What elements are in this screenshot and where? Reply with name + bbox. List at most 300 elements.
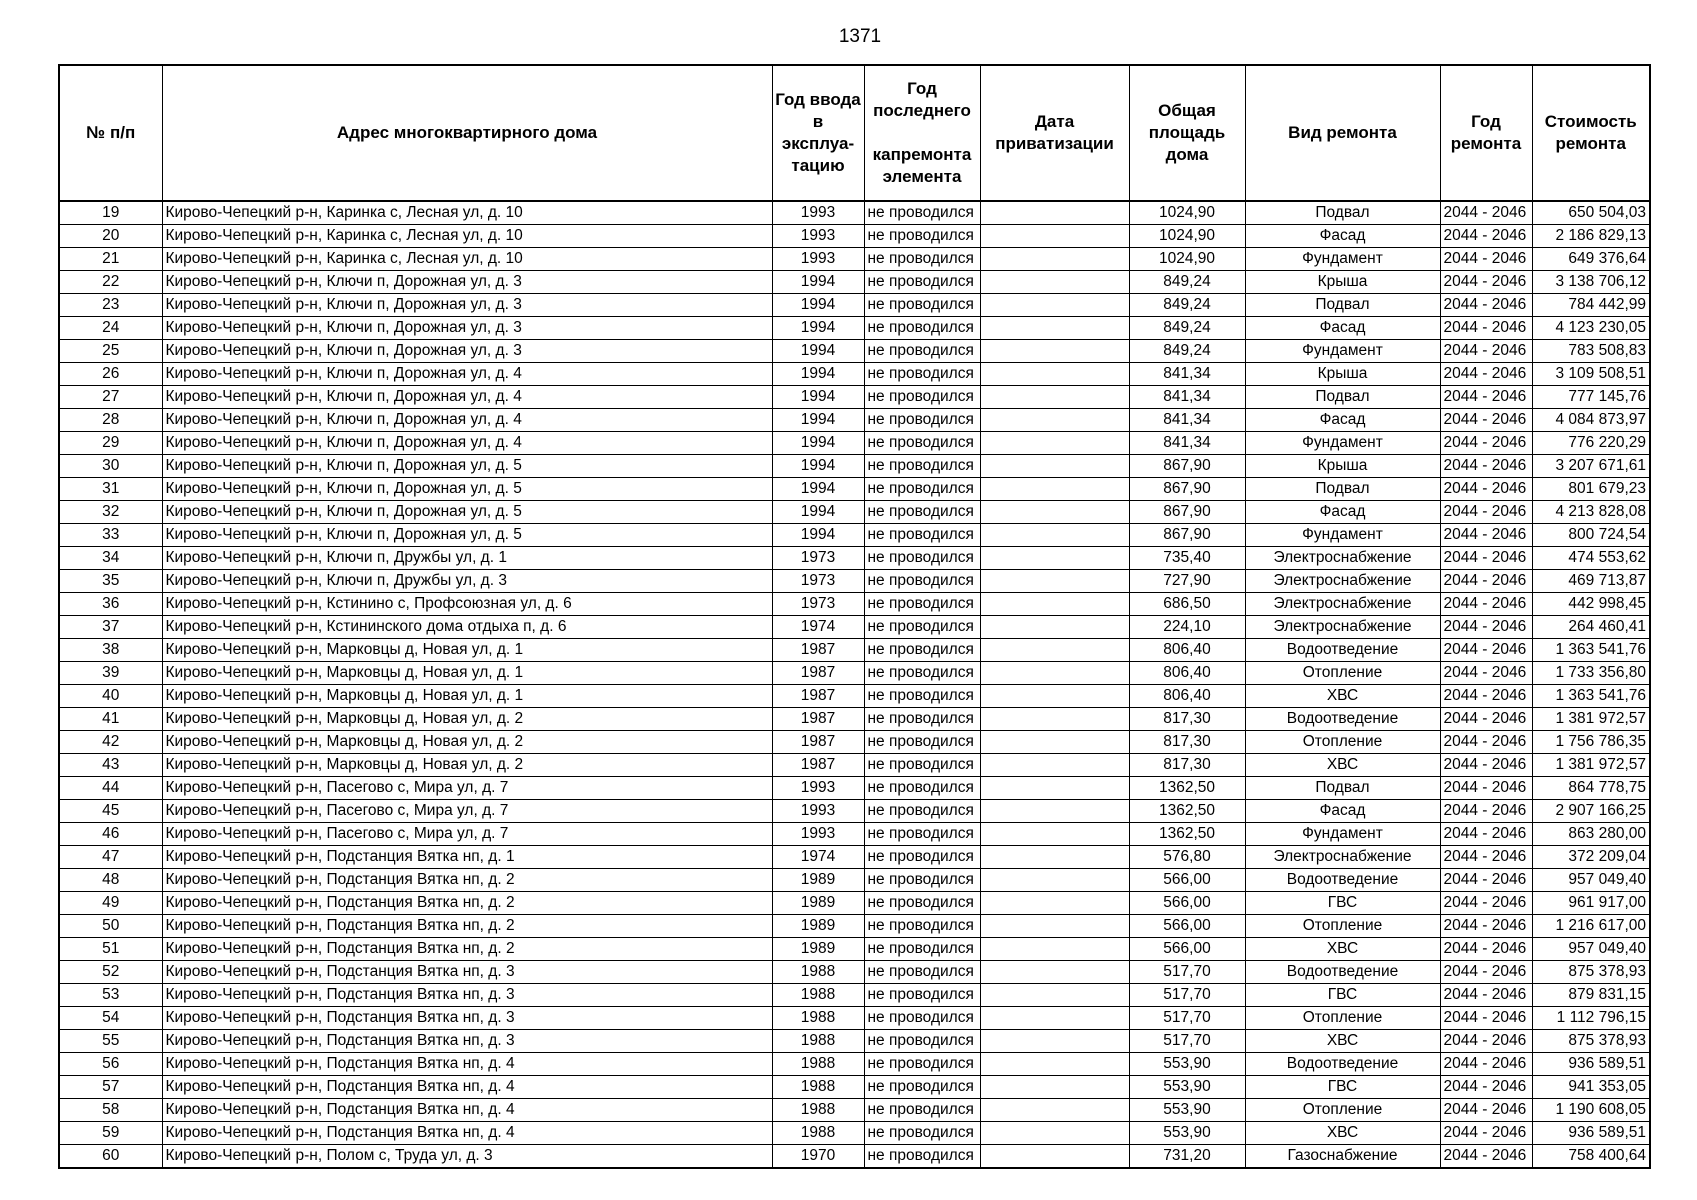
- cell-num: 28: [59, 409, 162, 432]
- table-row: [59, 777, 1650, 800]
- cell-repair-type: Крыша: [1245, 271, 1440, 294]
- cell-repair-type: Газоснабжение: [1245, 1145, 1440, 1169]
- cell-last-repair: не проводился: [864, 662, 980, 685]
- cell-year-commissioned: 1988: [772, 1053, 864, 1076]
- cell-year-commissioned: 1988: [772, 1099, 864, 1122]
- cell-privatization: [980, 685, 1129, 708]
- cell-repair-type: ХВС: [1245, 938, 1440, 961]
- cell-repair-period: 2044 - 2046: [1440, 386, 1532, 409]
- cell-num: 57: [59, 1076, 162, 1099]
- cell-repair-period: 2044 - 2046: [1440, 846, 1532, 869]
- cell-repair-period: 2044 - 2046: [1440, 593, 1532, 616]
- cell-cost: 777 145,76: [1532, 386, 1650, 409]
- cell-area: 806,40: [1129, 662, 1245, 685]
- cell-num: 53: [59, 984, 162, 1007]
- cell-repair-type: Подвал: [1245, 294, 1440, 317]
- cell-address: Кирово-Чепецкий р-н, Ключи п, Дорожная ул, д. 4: [162, 409, 772, 432]
- table-row: [59, 409, 1650, 432]
- cell-address: Кирово-Чепецкий р-н, Кстининского дома отдыха п, д. 6: [162, 616, 772, 639]
- cell-repair-period: 2044 - 2046: [1440, 961, 1532, 984]
- cell-address: Кирово-Чепецкий р-н, Ключи п, Дорожная ул, д. 4: [162, 386, 772, 409]
- cell-cost: 4 084 873,97: [1532, 409, 1650, 432]
- cell-address: Кирово-Чепецкий р-н, Ключи п, Дорожная ул, д. 3: [162, 271, 772, 294]
- cell-repair-type: Фундамент: [1245, 432, 1440, 455]
- cell-area: 817,30: [1129, 754, 1245, 777]
- cell-year-commissioned: 1993: [772, 823, 864, 846]
- cell-repair-period: 2044 - 2046: [1440, 869, 1532, 892]
- cell-num: 32: [59, 501, 162, 524]
- cell-cost: 941 353,05: [1532, 1076, 1650, 1099]
- cell-year-commissioned: 1974: [772, 846, 864, 869]
- cell-num: 46: [59, 823, 162, 846]
- cell-year-commissioned: 1993: [772, 201, 864, 225]
- cell-repair-period: 2044 - 2046: [1440, 639, 1532, 662]
- cell-last-repair: не проводился: [864, 409, 980, 432]
- cell-cost: 474 553,62: [1532, 547, 1650, 570]
- cell-last-repair: не проводился: [864, 294, 980, 317]
- table-row: [59, 731, 1650, 754]
- cell-address: Кирово-Чепецкий р-н, Ключи п, Дорожная ул, д. 5: [162, 455, 772, 478]
- cell-privatization: [980, 501, 1129, 524]
- cell-area: 806,40: [1129, 639, 1245, 662]
- cell-area: 867,90: [1129, 478, 1245, 501]
- repair-schedule-table: [58, 64, 1651, 1169]
- cell-privatization: [980, 547, 1129, 570]
- table-row: [59, 386, 1650, 409]
- cell-year-commissioned: 1989: [772, 869, 864, 892]
- cell-area: 553,90: [1129, 1099, 1245, 1122]
- cell-area: 1024,90: [1129, 201, 1245, 225]
- cell-address: Кирово-Чепецкий р-н, Марковцы д, Новая ул, д. 1: [162, 662, 772, 685]
- cell-address: Кирово-Чепецкий р-н, Кстинино с, Профсоюзная ул, д. 6: [162, 593, 772, 616]
- table-row: [59, 201, 1650, 225]
- cell-year-commissioned: 1994: [772, 271, 864, 294]
- cell-cost: 1 363 541,76: [1532, 639, 1650, 662]
- cell-cost: 863 280,00: [1532, 823, 1650, 846]
- cell-privatization: [980, 478, 1129, 501]
- cell-last-repair: не проводился: [864, 248, 980, 271]
- cell-repair-type: Фундамент: [1245, 340, 1440, 363]
- cell-last-repair: не проводился: [864, 708, 980, 731]
- cell-area: 841,34: [1129, 432, 1245, 455]
- header-area: Общая площадь дома: [1129, 65, 1245, 201]
- cell-last-repair: не проводился: [864, 1099, 980, 1122]
- cell-area: 566,00: [1129, 915, 1245, 938]
- header-cost: Стоимость ремонта: [1532, 65, 1650, 201]
- table-row: [59, 708, 1650, 731]
- cell-last-repair: не проводился: [864, 961, 980, 984]
- cell-area: 517,70: [1129, 984, 1245, 1007]
- cell-last-repair: не проводился: [864, 524, 980, 547]
- cell-num: 44: [59, 777, 162, 800]
- cell-cost: 4 213 828,08: [1532, 501, 1650, 524]
- cell-repair-period: 2044 - 2046: [1440, 915, 1532, 938]
- cell-repair-period: 2044 - 2046: [1440, 225, 1532, 248]
- cell-repair-type: ХВС: [1245, 685, 1440, 708]
- cell-year-commissioned: 1970: [772, 1145, 864, 1169]
- cell-year-commissioned: 1988: [772, 1122, 864, 1145]
- cell-repair-type: Подвал: [1245, 201, 1440, 225]
- cell-area: 517,70: [1129, 961, 1245, 984]
- cell-repair-period: 2044 - 2046: [1440, 432, 1532, 455]
- cell-cost: 264 460,41: [1532, 616, 1650, 639]
- cell-privatization: [980, 662, 1129, 685]
- cell-repair-type: Фасад: [1245, 409, 1440, 432]
- cell-year-commissioned: 1988: [772, 1076, 864, 1099]
- cell-repair-type: Подвал: [1245, 777, 1440, 800]
- table-row: [59, 1145, 1650, 1169]
- cell-last-repair: не проводился: [864, 201, 980, 225]
- cell-year-commissioned: 1988: [772, 961, 864, 984]
- cell-privatization: [980, 201, 1129, 225]
- cell-repair-type: Фасад: [1245, 800, 1440, 823]
- cell-privatization: [980, 1053, 1129, 1076]
- cell-privatization: [980, 524, 1129, 547]
- cell-repair-period: 2044 - 2046: [1440, 1145, 1532, 1169]
- cell-year-commissioned: 1973: [772, 547, 864, 570]
- cell-cost: 961 917,00: [1532, 892, 1650, 915]
- cell-cost: 864 778,75: [1532, 777, 1650, 800]
- cell-area: 867,90: [1129, 524, 1245, 547]
- cell-cost: 2 907 166,25: [1532, 800, 1650, 823]
- cell-num: 31: [59, 478, 162, 501]
- table-row: [59, 478, 1650, 501]
- cell-year-commissioned: 1973: [772, 570, 864, 593]
- cell-privatization: [980, 432, 1129, 455]
- table-row: [59, 1122, 1650, 1145]
- cell-num: 48: [59, 869, 162, 892]
- cell-cost: 1 216 617,00: [1532, 915, 1650, 938]
- cell-area: 566,00: [1129, 938, 1245, 961]
- cell-cost: 936 589,51: [1532, 1053, 1650, 1076]
- table-header-row: [59, 65, 1650, 201]
- cell-repair-type: Фасад: [1245, 501, 1440, 524]
- cell-cost: 649 376,64: [1532, 248, 1650, 271]
- cell-num: 41: [59, 708, 162, 731]
- cell-privatization: [980, 731, 1129, 754]
- cell-area: 517,70: [1129, 1007, 1245, 1030]
- cell-num: 47: [59, 846, 162, 869]
- cell-cost: 1 112 796,15: [1532, 1007, 1650, 1030]
- cell-num: 27: [59, 386, 162, 409]
- cell-privatization: [980, 386, 1129, 409]
- cell-last-repair: не проводился: [864, 478, 980, 501]
- cell-num: 43: [59, 754, 162, 777]
- cell-address: Кирово-Чепецкий р-н, Подстанция Вятка нп, д. 2: [162, 938, 772, 961]
- cell-area: 553,90: [1129, 1076, 1245, 1099]
- cell-repair-type: Водоотведение: [1245, 1053, 1440, 1076]
- cell-repair-type: Фасад: [1245, 225, 1440, 248]
- cell-year-commissioned: 1988: [772, 1030, 864, 1053]
- cell-privatization: [980, 1122, 1129, 1145]
- cell-cost: 800 724,54: [1532, 524, 1650, 547]
- cell-cost: 875 378,93: [1532, 1030, 1650, 1053]
- table-row: [59, 317, 1650, 340]
- cell-repair-type: Водоотведение: [1245, 708, 1440, 731]
- cell-last-repair: не проводился: [864, 892, 980, 915]
- cell-repair-period: 2044 - 2046: [1440, 892, 1532, 915]
- cell-address: Кирово-Чепецкий р-н, Ключи п, Дружбы ул, д. 1: [162, 547, 772, 570]
- cell-cost: 2 186 829,13: [1532, 225, 1650, 248]
- cell-privatization: [980, 800, 1129, 823]
- cell-last-repair: не проводился: [864, 731, 980, 754]
- page-number: 1371: [838, 26, 882, 47]
- cell-privatization: [980, 846, 1129, 869]
- table-row: [59, 501, 1650, 524]
- cell-repair-type: ХВС: [1245, 1030, 1440, 1053]
- cell-num: 34: [59, 547, 162, 570]
- cell-cost: 879 831,15: [1532, 984, 1650, 1007]
- cell-privatization: [980, 754, 1129, 777]
- cell-privatization: [980, 961, 1129, 984]
- cell-repair-type: Крыша: [1245, 455, 1440, 478]
- cell-num: 29: [59, 432, 162, 455]
- cell-last-repair: не проводился: [864, 317, 980, 340]
- cell-address: Кирово-Чепецкий р-н, Марковцы д, Новая ул, д. 2: [162, 754, 772, 777]
- cell-address: Кирово-Чепецкий р-н, Марковцы д, Новая ул, д. 1: [162, 639, 772, 662]
- cell-year-commissioned: 1993: [772, 777, 864, 800]
- table-row: [59, 1099, 1650, 1122]
- table-row: [59, 432, 1650, 455]
- cell-area: 817,30: [1129, 731, 1245, 754]
- cell-num: 25: [59, 340, 162, 363]
- cell-cost: 1 381 972,57: [1532, 708, 1650, 731]
- table-row: [59, 363, 1650, 386]
- cell-num: 49: [59, 892, 162, 915]
- cell-num: 33: [59, 524, 162, 547]
- cell-cost: 957 049,40: [1532, 938, 1650, 961]
- cell-area: 553,90: [1129, 1053, 1245, 1076]
- cell-year-commissioned: 1989: [772, 892, 864, 915]
- cell-cost: 650 504,03: [1532, 201, 1650, 225]
- cell-address: Кирово-Чепецкий р-н, Подстанция Вятка нп, д. 3: [162, 1030, 772, 1053]
- cell-area: 849,24: [1129, 317, 1245, 340]
- cell-num: 42: [59, 731, 162, 754]
- cell-repair-type: Водоотведение: [1245, 961, 1440, 984]
- cell-num: 58: [59, 1099, 162, 1122]
- table-row: [59, 225, 1650, 248]
- header-privatization: Дата приватизации: [980, 65, 1129, 201]
- cell-repair-period: 2044 - 2046: [1440, 984, 1532, 1007]
- cell-address: Кирово-Чепецкий р-н, Каринка с, Лесная ул, д. 10: [162, 248, 772, 271]
- cell-repair-type: Фасад: [1245, 317, 1440, 340]
- cell-address: Кирово-Чепецкий р-н, Пасегово с, Мира ул, д. 7: [162, 777, 772, 800]
- table-row: [59, 846, 1650, 869]
- cell-area: 566,00: [1129, 869, 1245, 892]
- cell-repair-period: 2044 - 2046: [1440, 271, 1532, 294]
- cell-num: 55: [59, 1030, 162, 1053]
- cell-last-repair: не проводился: [864, 1007, 980, 1030]
- cell-address: Кирово-Чепецкий р-н, Ключи п, Дорожная ул, д. 4: [162, 432, 772, 455]
- cell-num: 36: [59, 593, 162, 616]
- cell-num: 19: [59, 201, 162, 225]
- cell-area: 517,70: [1129, 1030, 1245, 1053]
- cell-area: 1362,50: [1129, 777, 1245, 800]
- cell-address: Кирово-Чепецкий р-н, Подстанция Вятка нп, д. 4: [162, 1053, 772, 1076]
- table-body: [59, 201, 1650, 1168]
- cell-address: Кирово-Чепецкий р-н, Марковцы д, Новая ул, д. 1: [162, 685, 772, 708]
- cell-num: 59: [59, 1122, 162, 1145]
- cell-year-commissioned: 1989: [772, 915, 864, 938]
- cell-area: 849,24: [1129, 271, 1245, 294]
- cell-area: 1024,90: [1129, 248, 1245, 271]
- cell-area: 849,24: [1129, 294, 1245, 317]
- table-row: [59, 800, 1650, 823]
- cell-area: 867,90: [1129, 501, 1245, 524]
- cell-address: Кирово-Чепецкий р-н, Ключи п, Дорожная ул, д. 5: [162, 501, 772, 524]
- cell-address: Кирово-Чепецкий р-н, Ключи п, Дорожная ул, д. 3: [162, 294, 772, 317]
- cell-last-repair: не проводился: [864, 1145, 980, 1169]
- cell-privatization: [980, 708, 1129, 731]
- cell-privatization: [980, 363, 1129, 386]
- cell-year-commissioned: 1994: [772, 524, 864, 547]
- cell-privatization: [980, 1076, 1129, 1099]
- cell-address: Кирово-Чепецкий р-н, Пасегово с, Мира ул, д. 7: [162, 823, 772, 846]
- cell-area: 1362,50: [1129, 823, 1245, 846]
- cell-repair-type: Электроснабжение: [1245, 616, 1440, 639]
- cell-repair-type: Электроснабжение: [1245, 846, 1440, 869]
- cell-area: 1024,90: [1129, 225, 1245, 248]
- cell-num: 56: [59, 1053, 162, 1076]
- cell-last-repair: не проводился: [864, 363, 980, 386]
- cell-repair-type: Электроснабжение: [1245, 570, 1440, 593]
- table-row: [59, 892, 1650, 915]
- cell-address: Кирово-Чепецкий р-н, Подстанция Вятка нп, д. 2: [162, 869, 772, 892]
- cell-num: 35: [59, 570, 162, 593]
- cell-num: 52: [59, 961, 162, 984]
- cell-num: 21: [59, 248, 162, 271]
- cell-num: 39: [59, 662, 162, 685]
- header-num: № п/п: [59, 65, 162, 201]
- table-row: [59, 1030, 1650, 1053]
- cell-repair-type: Крыша: [1245, 363, 1440, 386]
- cell-repair-period: 2044 - 2046: [1440, 708, 1532, 731]
- cell-last-repair: не проводился: [864, 938, 980, 961]
- table-row: [59, 915, 1650, 938]
- cell-year-commissioned: 1994: [772, 409, 864, 432]
- cell-last-repair: не проводился: [864, 823, 980, 846]
- cell-repair-type: Отопление: [1245, 915, 1440, 938]
- cell-privatization: [980, 892, 1129, 915]
- cell-repair-period: 2044 - 2046: [1440, 570, 1532, 593]
- cell-area: 841,34: [1129, 363, 1245, 386]
- cell-last-repair: не проводился: [864, 1030, 980, 1053]
- cell-year-commissioned: 1989: [772, 938, 864, 961]
- cell-repair-period: 2044 - 2046: [1440, 524, 1532, 547]
- cell-address: Кирово-Чепецкий р-н, Подстанция Вятка нп, д. 1: [162, 846, 772, 869]
- cell-address: Кирово-Чепецкий р-н, Подстанция Вятка нп, д. 4: [162, 1099, 772, 1122]
- cell-area: 841,34: [1129, 409, 1245, 432]
- cell-year-commissioned: 1974: [772, 616, 864, 639]
- cell-last-repair: не проводился: [864, 455, 980, 478]
- cell-last-repair: не проводился: [864, 501, 980, 524]
- cell-privatization: [980, 409, 1129, 432]
- cell-year-commissioned: 1994: [772, 363, 864, 386]
- cell-last-repair: не проводился: [864, 432, 980, 455]
- cell-area: 686,50: [1129, 593, 1245, 616]
- cell-address: Кирово-Чепецкий р-н, Каринка с, Лесная ул, д. 10: [162, 225, 772, 248]
- cell-address: Кирово-Чепецкий р-н, Ключи п, Дорожная ул, д. 4: [162, 363, 772, 386]
- cell-cost: 1 756 786,35: [1532, 731, 1650, 754]
- cell-repair-period: 2044 - 2046: [1440, 409, 1532, 432]
- cell-last-repair: не проводился: [864, 225, 980, 248]
- cell-cost: 936 589,51: [1532, 1122, 1650, 1145]
- cell-year-commissioned: 1987: [772, 731, 864, 754]
- cell-address: Кирово-Чепецкий р-н, Подстанция Вятка нп, д. 4: [162, 1076, 772, 1099]
- cell-last-repair: не проводился: [864, 616, 980, 639]
- cell-repair-type: Электроснабжение: [1245, 547, 1440, 570]
- cell-area: 727,90: [1129, 570, 1245, 593]
- cell-num: 22: [59, 271, 162, 294]
- cell-repair-period: 2044 - 2046: [1440, 363, 1532, 386]
- cell-last-repair: не проводился: [864, 547, 980, 570]
- header-address: Адрес многоквартирного дома: [162, 65, 772, 201]
- cell-repair-period: 2044 - 2046: [1440, 340, 1532, 363]
- cell-year-commissioned: 1988: [772, 984, 864, 1007]
- cell-last-repair: не проводился: [864, 869, 980, 892]
- cell-repair-period: 2044 - 2046: [1440, 938, 1532, 961]
- cell-year-commissioned: 1973: [772, 593, 864, 616]
- cell-area: 806,40: [1129, 685, 1245, 708]
- cell-repair-type: Отопление: [1245, 662, 1440, 685]
- cell-address: Кирово-Чепецкий р-н, Подстанция Вятка нп, д. 2: [162, 915, 772, 938]
- cell-num: 54: [59, 1007, 162, 1030]
- cell-privatization: [980, 248, 1129, 271]
- table-row: [59, 984, 1650, 1007]
- cell-repair-period: 2044 - 2046: [1440, 248, 1532, 271]
- cell-last-repair: не проводился: [864, 340, 980, 363]
- cell-area: 224,10: [1129, 616, 1245, 639]
- header-year-commissioned: Год ввода в эксплуа-тацию: [772, 65, 864, 201]
- cell-year-commissioned: 1987: [772, 754, 864, 777]
- cell-year-commissioned: 1994: [772, 432, 864, 455]
- cell-repair-type: Фундамент: [1245, 248, 1440, 271]
- cell-area: 566,00: [1129, 892, 1245, 915]
- cell-repair-type: ГВС: [1245, 1076, 1440, 1099]
- cell-cost: 784 442,99: [1532, 294, 1650, 317]
- cell-num: 37: [59, 616, 162, 639]
- cell-last-repair: не проводился: [864, 386, 980, 409]
- cell-address: Кирово-Чепецкий р-н, Марковцы д, Новая ул, д. 2: [162, 708, 772, 731]
- cell-repair-period: 2044 - 2046: [1440, 823, 1532, 846]
- cell-privatization: [980, 271, 1129, 294]
- cell-address: Кирово-Чепецкий р-н, Каринка с, Лесная ул, д. 10: [162, 201, 772, 225]
- cell-year-commissioned: 1994: [772, 294, 864, 317]
- cell-year-commissioned: 1994: [772, 455, 864, 478]
- cell-privatization: [980, 869, 1129, 892]
- cell-privatization: [980, 823, 1129, 846]
- cell-repair-type: ГВС: [1245, 984, 1440, 1007]
- table-row: [59, 1007, 1650, 1030]
- cell-cost: 3 207 671,61: [1532, 455, 1650, 478]
- table-row: [59, 961, 1650, 984]
- cell-cost: 875 378,93: [1532, 961, 1650, 984]
- table-row: [59, 547, 1650, 570]
- table-row: [59, 593, 1650, 616]
- cell-cost: 776 220,29: [1532, 432, 1650, 455]
- cell-area: 841,34: [1129, 386, 1245, 409]
- cell-last-repair: не проводился: [864, 846, 980, 869]
- cell-repair-period: 2044 - 2046: [1440, 662, 1532, 685]
- cell-num: 40: [59, 685, 162, 708]
- cell-repair-type: Электроснабжение: [1245, 593, 1440, 616]
- cell-privatization: [980, 639, 1129, 662]
- cell-cost: 372 209,04: [1532, 846, 1650, 869]
- cell-privatization: [980, 1145, 1129, 1169]
- cell-repair-period: 2044 - 2046: [1440, 1099, 1532, 1122]
- cell-address: Кирово-Чепецкий р-н, Ключи п, Дорожная ул, д. 5: [162, 478, 772, 501]
- cell-area: 731,20: [1129, 1145, 1245, 1169]
